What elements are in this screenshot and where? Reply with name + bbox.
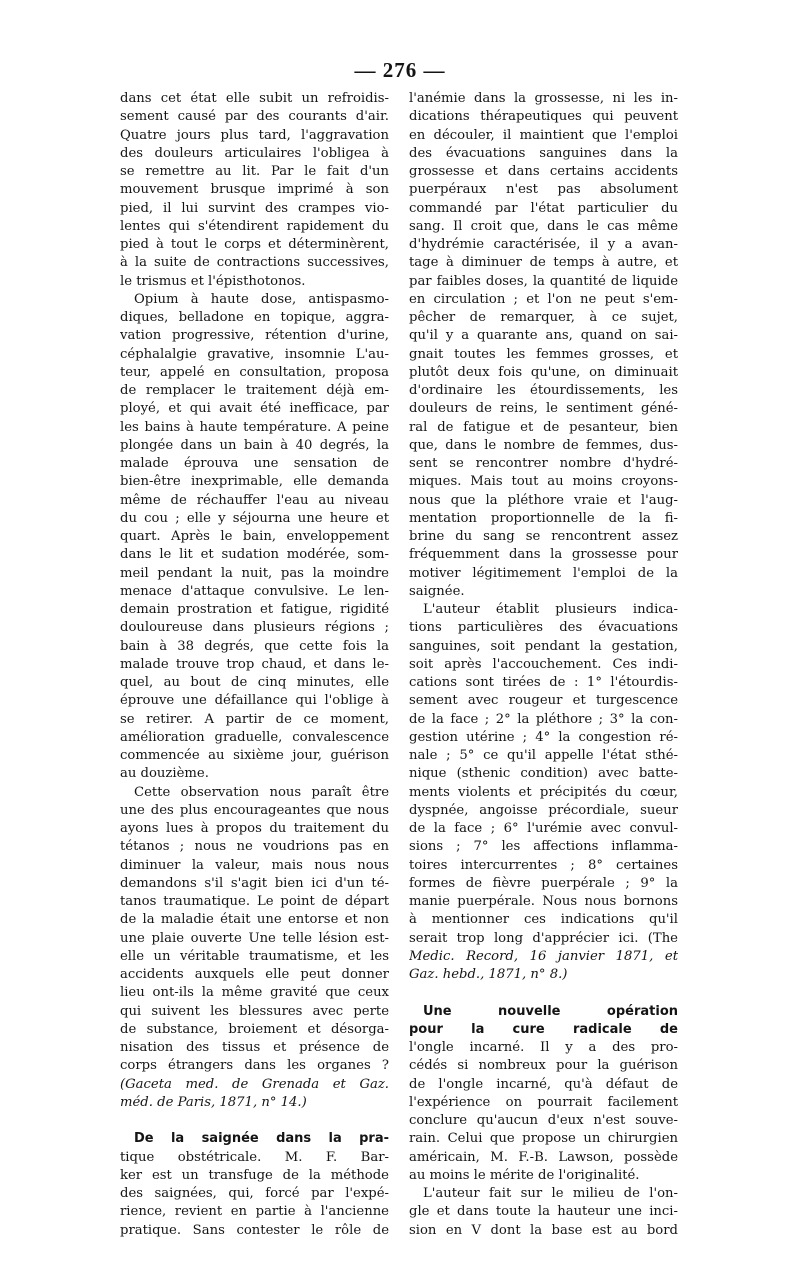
text-line: sent se rencontrer nombre d'hydré-: [409, 456, 678, 471]
text-line: à mentionner ces indications qu'il: [409, 912, 678, 928]
text-line: d'ordinaire les étourdissements, les: [409, 383, 678, 398]
text-line: mouvement brusque imprimé à son: [120, 182, 389, 198]
text-line: meil pendant la nuit, pas la moindre: [120, 565, 389, 581]
text-line: se retirer. A partir de ce moment,: [120, 711, 389, 727]
text-line: Opium à haute dose, antispasmo-: [134, 291, 389, 307]
text-line: pied à tout le corps et déterminèrent,: [120, 237, 389, 252]
text-line: mentation proportionnelle de la fi-: [409, 510, 678, 526]
text-line: conclure qu'aucun d'eux n'est souve-: [409, 1113, 678, 1128]
text-line: dans le lit et sudation modérée, som-: [120, 547, 389, 563]
text-line: de remplacer le traitement déjà em-: [120, 383, 389, 398]
text-line: pratique. Sans contester le rôle de: [120, 1222, 389, 1238]
text-line: motiver légitimement l'emploi de la: [409, 565, 678, 581]
text-line: Medic. Record, 16 janvier 1871, et: [409, 948, 678, 964]
text-line: [120, 1112, 389, 1130]
text-line: l'anémie dans la grossesse, ni les in-: [409, 91, 678, 106]
text-line: des saignées, qui, forcé par l'expé-: [120, 1186, 389, 1201]
text-line: douloureuse dans plusieurs régions ;: [120, 620, 389, 636]
text-line: miques. Mais tout au moins croyons-: [409, 474, 678, 490]
text-line: dans cet état elle subit un refroidis-: [120, 91, 389, 106]
text-line: ployé, et qui avait été inefficace, par: [120, 401, 389, 417]
text-line: les bains à haute température. A peine: [120, 419, 389, 435]
text-line: brine du sang se rencontrent assez: [409, 529, 678, 544]
text-line: malade éprouva une sensation de: [120, 456, 389, 471]
text-line: (Gaceta med. de Grenada et Gaz.: [120, 1076, 389, 1092]
text-line: commandé par l'état particulier du: [409, 200, 678, 216]
text-line: plutôt deux fois qu'une, on diminuait: [409, 364, 678, 380]
text-line: cédés si nombreux pour la guérison: [409, 1058, 678, 1074]
text-line: pour la cure radicale de: [409, 1021, 678, 1037]
text-line: en circulation ; et l'on ne peut s'em-: [409, 291, 678, 307]
text-line: tage à diminuer de temps à autre, et: [409, 255, 678, 271]
text-line: teur, appelé en consultation, proposa: [120, 364, 389, 380]
text-line: qu'il y a quarante ans, quand on sai-: [409, 328, 678, 344]
text-line: éprouve une défaillance qui l'oblige à: [120, 693, 389, 709]
text-line: nisation des tissus et présence de: [120, 1040, 389, 1055]
text-line: nique (sthenic condition) avec batte-: [409, 766, 678, 782]
text-line: puerpéraux n'est pas absolument: [409, 182, 678, 198]
text-line: tanos traumatique. Le point de départ: [120, 894, 389, 909]
text-line: du cou ; elle y séjourna une heure et: [120, 510, 389, 526]
text-line: sanguines, soit pendant la gestation,: [409, 638, 678, 654]
text-line: [409, 984, 678, 1002]
text-line: accidents auxquels elle peut donner: [120, 967, 389, 982]
text-line: pied, il lui survint des crampes vio-: [120, 200, 389, 216]
text-line: ments violents et précipités du cœur,: [409, 784, 678, 800]
text-line: diminuer la valeur, mais nous nous: [120, 857, 389, 873]
text-line: quart. Après le bain, enveloppement: [120, 529, 389, 544]
text-line: une plaie ouverte Une telle lésion est-: [120, 930, 389, 946]
text-line: à la suite de contractions successives,: [120, 255, 389, 271]
text-line: se remettre au lit. Par le fait d'un: [120, 164, 389, 179]
text-line: gnait toutes les femmes grosses, et: [409, 346, 678, 362]
text-line: douleurs de reins, le sentiment géné-: [409, 401, 678, 417]
text-line: demain prostration et fatigue, rigidité: [120, 602, 389, 617]
text-line: par faibles doses, la quantité de liquide: [409, 273, 678, 289]
text-line: quel, au bout de cinq minutes, elle: [120, 675, 389, 690]
text-line: dications thérapeutiques qui peuvent: [409, 109, 678, 125]
left-column: [120, 90, 389, 1240]
page-number: — 276 —: [354, 58, 446, 82]
text-line: demandons s'il s'agit bien ici d'un té-: [120, 875, 389, 891]
text-line: Cette observation nous paraît être: [134, 784, 389, 800]
right-column: [409, 90, 678, 1240]
text-line: grossesse et dans certains accidents: [409, 164, 678, 179]
text-line: serait trop long d'apprécier ici. (The: [409, 930, 678, 946]
text-line: bien-être inexprimable, elle demanda: [120, 474, 389, 490]
text-line: d'hydrémie caractérisée, il y a avan-: [409, 237, 678, 252]
text-line: cations sont tirées de : 1° l'étourdis-: [409, 675, 678, 690]
text-line: de substance, broiement et désorga-: [120, 1021, 389, 1037]
text-line: rain. Celui que propose un chirurgien: [409, 1131, 678, 1147]
text-line: saignée.: [409, 583, 465, 599]
text-line: Une nouvelle opération: [423, 1003, 678, 1019]
text-line: L'auteur établit plusieurs indica-: [423, 602, 678, 617]
text-line: au douzième.: [120, 766, 209, 782]
text-line: sement avec rougeur et turgescence: [409, 693, 678, 709]
text-line: toires intercurrentes ; 8° certaines: [409, 857, 678, 873]
text-line: nale ; 5° ce qu'il appelle l'état sthé-: [409, 748, 678, 763]
text-line: elle un véritable traumatisme, et les: [120, 948, 389, 964]
text-line: plongée dans un bain à 40 degrés, la: [120, 437, 389, 453]
text-line: tique obstétricale. M. F. Bar-: [120, 1149, 389, 1165]
text-line: fréquemment dans la grossesse pour: [409, 547, 678, 563]
text-line: Quatre jours plus tard, l'aggravation: [120, 127, 389, 143]
text-line: même de réchauffer l'eau au niveau: [120, 492, 389, 508]
text-line: une des plus encourageantes que nous: [120, 802, 389, 818]
text-line: de la face ; 2° la pléthore ; 3° la con-: [409, 711, 678, 727]
text-line: l'expérience on pourrait facilement: [409, 1094, 678, 1110]
text-line: ral de fatigue et de pesanteur, bien: [409, 419, 678, 435]
text-line: ker est un transfuge de la méthode: [120, 1167, 389, 1183]
text-line: corps étrangers dans les organes ?: [120, 1058, 389, 1074]
text-line: rience, revient en partie à l'ancienne: [120, 1204, 389, 1220]
text-line: lentes qui s'étendirent rapidement du: [120, 218, 389, 234]
text-line: nous que la pléthore vraie et l'aug-: [409, 492, 678, 508]
text-line: américain, M. F.-B. Lawson, possède: [409, 1149, 678, 1165]
text-line: tétanos ; nous ne voudrions pas en: [120, 839, 389, 855]
text-line: sement causé par des courants d'air.: [120, 109, 389, 125]
text-line: De la saignée dans la pra-: [134, 1131, 389, 1147]
text-line: lieu ont-ils la même gravité que ceux: [120, 985, 389, 1001]
text-line: menace d'attaque convulsive. Le len-: [120, 583, 389, 599]
text-line: gestion utérine ; 4° la congestion ré-: [409, 729, 678, 745]
text-line: des évacuations sanguines dans la: [409, 145, 678, 161]
text-line: de la maladie était une entorse et non: [120, 912, 389, 928]
text-line: en découler, il maintient que l'emploi: [409, 127, 678, 143]
text-line: ayons lues à propos du traitement du: [120, 821, 389, 836]
text-line: le trismus et l'épisthotonos.: [120, 273, 306, 289]
text-line: amélioration graduelle, convalescence: [120, 729, 389, 745]
text-line: au moins le mérite de l'originalité.: [409, 1167, 640, 1183]
text-line: céphalalgie gravative, insomnie L'au-: [120, 346, 389, 362]
text-line: diques, belladone en topique, aggra-: [120, 310, 389, 325]
text-line: commencée au sixième jour, guérison: [120, 748, 389, 763]
text-line: pêcher de remarquer, à ce sujet,: [409, 310, 678, 325]
text-line: gle et dans toute la hauteur une inci-: [409, 1204, 678, 1220]
text-line: L'auteur fait sur le milieu de l'on-: [423, 1186, 678, 1201]
text-line: de la face ; 6° l'urémie avec convul-: [409, 821, 678, 836]
text-line: manie puerpérale. Nous nous bornons: [409, 894, 678, 909]
text-line: soit après l'accouchement. Ces indi-: [409, 656, 678, 672]
text-line: qui suivent les blessures avec perte: [120, 1003, 389, 1019]
text-line: que, dans le nombre de femmes, dus-: [409, 437, 678, 453]
text-line: vation progressive, rétention d'urine,: [120, 328, 389, 344]
text-line: des douleurs articulaires l'obligea à: [120, 145, 389, 161]
text-line: bain à 38 degrés, que cette fois la: [120, 638, 389, 654]
text-line: sang. Il croit que, dans le cas même: [409, 218, 678, 234]
text-line: formes de fièvre puerpérale ; 9° la: [409, 875, 678, 891]
text-line: sion en V dont la base est au bord: [409, 1222, 678, 1238]
text-line: malade trouve trop chaud, et dans le-: [120, 656, 389, 672]
text-line: Gaz. hebd., 1871, n° 8.): [409, 967, 568, 982]
text-line: dyspnée, angoisse précordiale, sueur: [409, 802, 678, 818]
text-line: de l'ongle incarné, qu'à défaut de: [409, 1076, 678, 1092]
text-line: méd. de Paris, 1871, n° 14.): [120, 1094, 307, 1110]
text-line: sions ; 7° les affections inflamma-: [409, 839, 678, 855]
text-line: l'ongle incarné. Il y a des pro-: [409, 1040, 678, 1055]
text-line: tions particulières des évacuations: [409, 620, 678, 636]
